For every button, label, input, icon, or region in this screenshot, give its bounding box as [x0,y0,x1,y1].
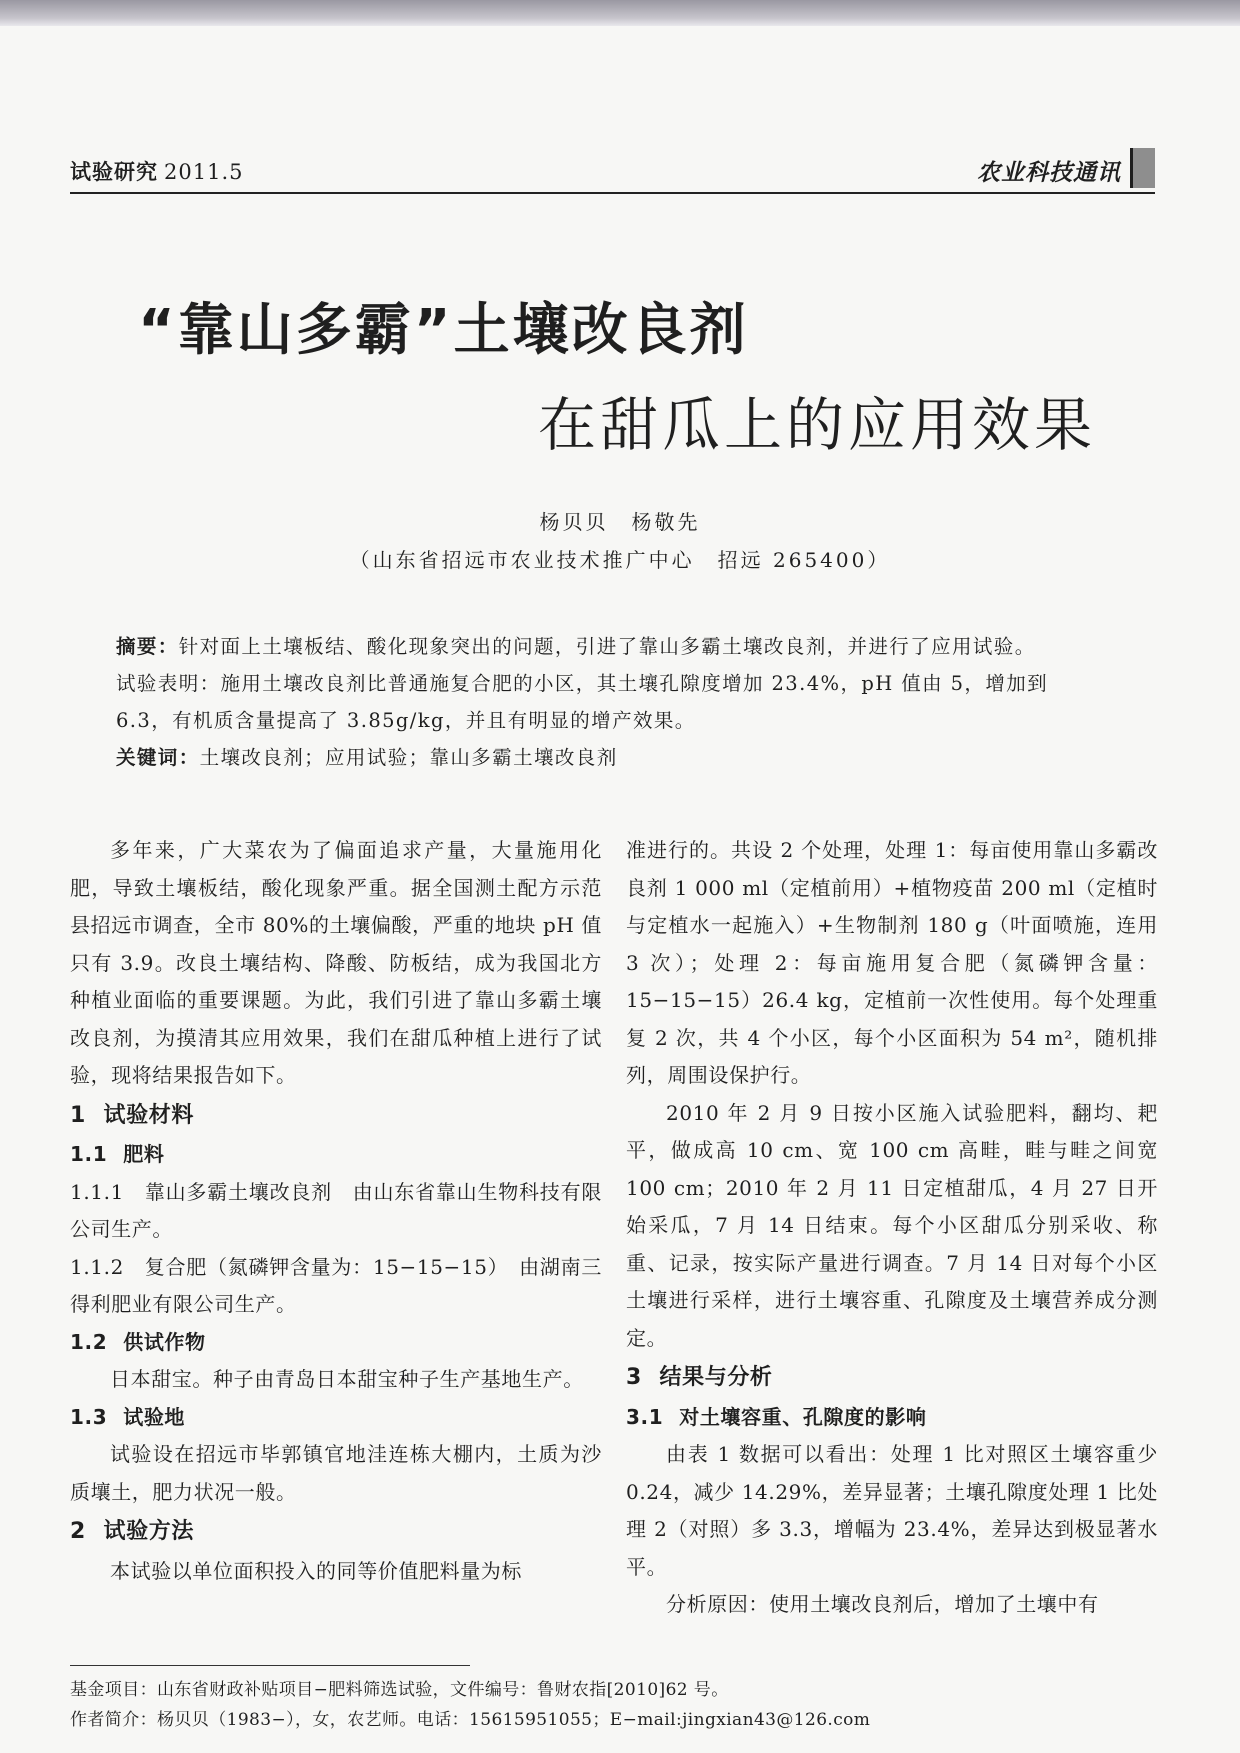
section-2-text: 本试验以单位面积投入的同等价值肥料量为标 [110,1558,522,1583]
intro-paragraph: 多年来，广大菜农为了偏面追求产量，大量施用化肥，导致土壤板结，酸化现象严重。据全国测土配方示范县招远市调查，全市 80%的土壤偏酸，严重的地块 pH 值只有 3.9。改良土壤结构、降酸、防板结，成为我国北方种植业面临的重要课题。为此，我们引进了靠山多霸土壤改良剂，为摸清其应用效果，我们在甜瓜种植上进行了试验，现将结果报告如下。 [70,838,602,1087]
abstract [116,628,1116,776]
scan-edge [0,0,1240,26]
footnote-author: 作者简介：杨贝贝（1983−），女，农艺师。电话：15615951055；E−mail:jingxian43@126.com [70,1710,871,1730]
footnotes [70,1675,870,1735]
title-line-1: “靠山多霸”土壤改良剂 [138,298,749,363]
section-1-2-text: 日本甜宝。种子由青岛日本甜宝种子生产基地生产。 [110,1367,584,1391]
header-rule [70,192,1155,194]
section-label [70,156,243,186]
section-name: 试验研究 [70,160,158,184]
footnote-fund: 基金项目：山东省财政补贴项目−肥料筛选试验，文件编号：鲁财农指[2010]62 号。 [70,1680,729,1700]
section-1-heading: 1 试验材料 [70,1102,194,1128]
analysis-paragraph: 分析原因：使用土壤改良剂后，增加了土壤中有 [666,1592,1099,1616]
keywords-label: 关键词： [116,746,200,769]
abstract-line-1: 摘要：针对面上土壤板结、酸化现象突出的问题，引进了靠山多霸土壤改良剂，并进行了应用试验。 [116,635,1036,658]
section-3-1-heading: 3.1 对土壤容重、孔隙度的影响 [626,1404,927,1429]
section-1-1-2: 1.1.2 复合肥（氮磷钾含量为：15−15−15） 由湖南三得利肥业有限公司生产。 [70,1254,602,1316]
section-1-3-heading: 1.3 试验地 [70,1404,186,1429]
section-1-1-heading: 1.1 肥料 [70,1142,165,1166]
title-line-2: 在甜瓜上的应用效果 [538,391,1097,459]
journal-logo: 农业科技通讯 [977,159,1121,186]
footnote-rule [70,1665,470,1666]
section-2-heading: 2 试验方法 [70,1519,194,1544]
issue-number: 2011.5 [164,160,244,184]
running-header [70,156,1155,196]
right-column [626,832,1158,1624]
left-column [70,832,602,1590]
abstract-label: 摘要： [116,635,179,658]
procedure-paragraph: 2010 年 2 月 9 日按小区施入试验肥料，翻均、耙平，做成高 10 cm、宽 100 cm 高畦，畦与畦之间宽 100 cm；2010 年 2 月 11 日定植甜瓜，4 月 27 日开始采瓜，7 月 14 日结束。每个小区甜瓜分别采收、称重、记录，按实际产量进行调查。7 月 14 日对每个小区土壤进行采样，进行土壤容重、孔隙度及土壤营养成分测定。 [626,1100,1158,1350]
section-1-1-1: 1.1.1 靠山多霸土壤改良剂 由山东省靠山生物科技有限公司生产。 [70,1179,602,1241]
section-3-heading: 3 结果与分析 [626,1365,773,1390]
header-bar-mark [1130,148,1155,188]
section-1-3-text: 试验设在招远市毕郭镇官地洼连栋大棚内，土质为沙质壤土，肥力状况一般。 [70,1442,602,1504]
abstract-line-3: 6.3，有机质含量提高了 3.85g/kg，并且有明显的增产效果。 [116,709,696,732]
method-paragraph: 准进行的。共设 2 个处理，处理 1：每亩使用靠山多霸改良剂 1 000 ml（定植前用）+植物疫苗 200 ml（定植时与定植水一起施入）+生物制剂 180 g（叶面喷施，连用 3 次）；处理 2：每亩施用复合肥（氮磷钾含量：15−15−15）26.4 kg，定植前一次性使用。每个处理重复 2 次，共 4 个小区，每个小区面积为 54 m²，随机排列，周围设保护行。 [626,838,1158,1087]
abstract-line-2: 试验表明：施用土壤改良剂比普通施复合肥的小区，其土壤孔隙度增加 23.4%，pH 值由 5，增加到 [116,672,1049,695]
authors: 杨贝贝 杨敬先 [539,510,701,534]
keywords-line [116,739,1116,776]
section-1-2-heading: 1.2 供试作物 [70,1329,206,1354]
affiliation: （山东省招远市农业技术推广中心 招远 265400） [349,548,891,572]
keywords: 土壤改良剂；应用试验；靠山多霸土壤改良剂 [199,746,618,769]
results-paragraph: 由表 1 数据可以看出：处理 1 比对照区土壤容重少 0.24，减少 14.29%，差异显著；土壤孔隙度处理 1 比处理 2（对照）多 3.3，增幅为 23.4%，差异达到极显著水平。 [626,1442,1158,1579]
